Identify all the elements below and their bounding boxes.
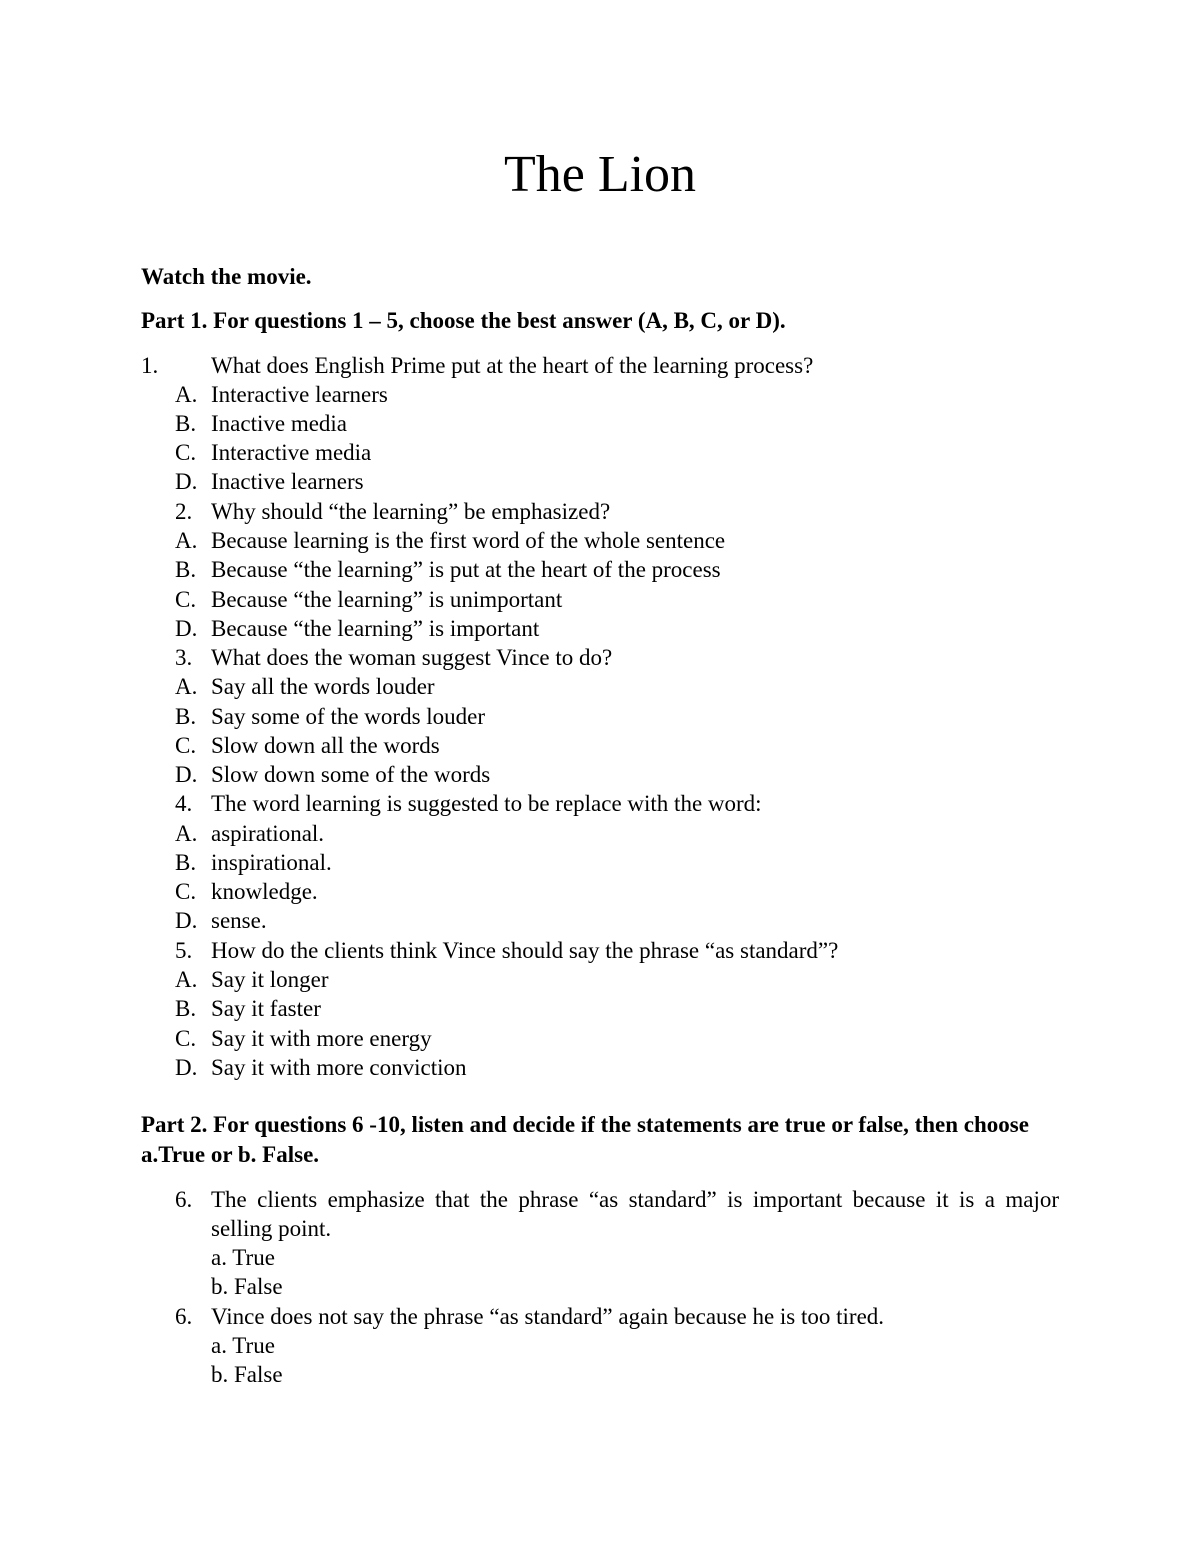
- question-4-option-b-text: inspirational.: [211, 850, 332, 875]
- question-2-option-a-text: Because learning is the first word of the whole sentence: [211, 528, 726, 553]
- question-4-option-a-letter: A.: [175, 821, 198, 846]
- question-1-option-d-text: Inactive learners: [211, 469, 364, 494]
- question-2-option-b-letter: B.: [175, 557, 197, 582]
- question-5-option-d-text: Say it with more conviction: [211, 1055, 467, 1080]
- question-4-option-b-letter: B.: [175, 850, 197, 875]
- question-5-option-c-letter: C.: [175, 1026, 197, 1051]
- question-3-number: 3.: [175, 645, 193, 670]
- question-5-option-a-text: Say it longer: [211, 967, 329, 992]
- question-3-option-c-text: Slow down all the words: [211, 733, 440, 758]
- question-5-option-b-letter: B.: [175, 996, 197, 1021]
- question-4-number: 4.: [175, 791, 193, 816]
- question-1-option-c-letter: C.: [175, 440, 197, 465]
- question-3-text: What does the woman suggest Vince to do?: [211, 645, 613, 670]
- question-2-text: Why should “the learning” be emphasized?: [211, 499, 611, 524]
- question-2-option-a-letter: A.: [175, 528, 198, 553]
- question-7-text: Vince does not say the phrase “as standard” again because he is too tired.: [211, 1304, 885, 1329]
- question-1-number: 1.: [141, 353, 159, 378]
- question-2-option-c-text: Because “the learning” is unimportant: [211, 587, 563, 612]
- question-3-option-d-letter: D.: [175, 762, 198, 787]
- question-1-option-b-letter: B.: [175, 411, 197, 436]
- question-4-option-a-text: aspirational.: [211, 821, 325, 846]
- question-5-option-b-text: Say it faster: [211, 996, 321, 1021]
- question-5-number: 5.: [175, 938, 193, 963]
- question-1-option-d-letter: D.: [175, 469, 198, 494]
- question-6-option-false: b. False: [211, 1274, 283, 1299]
- question-3-option-a-text: Say all the words louder: [211, 674, 435, 699]
- document-title: The Lion: [503, 146, 697, 203]
- question-7-option-true: a. True: [211, 1333, 275, 1358]
- question-5-option-d-letter: D.: [175, 1055, 198, 1080]
- question-5-text: How do the clients think Vince should say the phrase “as standard”?: [211, 938, 839, 963]
- question-4-option-c-text: knowledge.: [211, 879, 318, 904]
- question-5-option-c-text: Say it with more energy: [211, 1026, 432, 1051]
- question-1-option-a-text: Interactive learners: [211, 382, 388, 407]
- question-6-option-true: a. True: [211, 1245, 275, 1270]
- question-2-option-b-text: Because “the learning” is put at the heart of the process: [211, 557, 721, 582]
- question-6-number: 6.: [175, 1187, 193, 1212]
- question-1-option-c-text: Interactive media: [211, 440, 372, 465]
- question-4-option-d-text: sense.: [211, 908, 267, 933]
- part1-heading: Part 1. For questions 1 – 5, choose the best answer (A, B, C, or D).: [141, 308, 786, 333]
- question-5-option-a-letter: A.: [175, 967, 198, 992]
- part2-heading: Part 2. For questions 6 -10, listen and decide if the statements are true or false, then choose a.True or b. False.: [141, 1112, 1029, 1167]
- question-4-text: The word learning is suggested to be replace with the word:: [211, 791, 762, 816]
- question-1-option-b-text: Inactive media: [211, 411, 348, 436]
- question-2-number: 2.: [175, 499, 193, 524]
- question-7-number: 6.: [175, 1304, 193, 1329]
- question-3-option-c-letter: C.: [175, 733, 197, 758]
- question-7-option-false: b. False: [211, 1362, 283, 1387]
- question-3-option-d-text: Slow down some of the words: [211, 762, 491, 787]
- question-3-option-b-letter: B.: [175, 704, 197, 729]
- question-2-option-d-text: Because “the learning” is important: [211, 616, 540, 641]
- intro-instruction: Watch the movie.: [141, 264, 312, 289]
- question-3-option-a-letter: A.: [175, 674, 198, 699]
- question-1-option-a-letter: A.: [175, 382, 198, 407]
- question-2-option-d-letter: D.: [175, 616, 198, 641]
- question-6-text: The clients emphasize that the phrase “as standard” is important because it is a major selling point.: [211, 1187, 1059, 1241]
- question-4-option-c-letter: C.: [175, 879, 197, 904]
- question-1-text: What does English Prime put at the heart of the learning process?: [211, 353, 814, 378]
- question-2-option-c-letter: C.: [175, 587, 197, 612]
- question-3-option-b-text: Say some of the words louder: [211, 704, 486, 729]
- question-4-option-d-letter: D.: [175, 908, 198, 933]
